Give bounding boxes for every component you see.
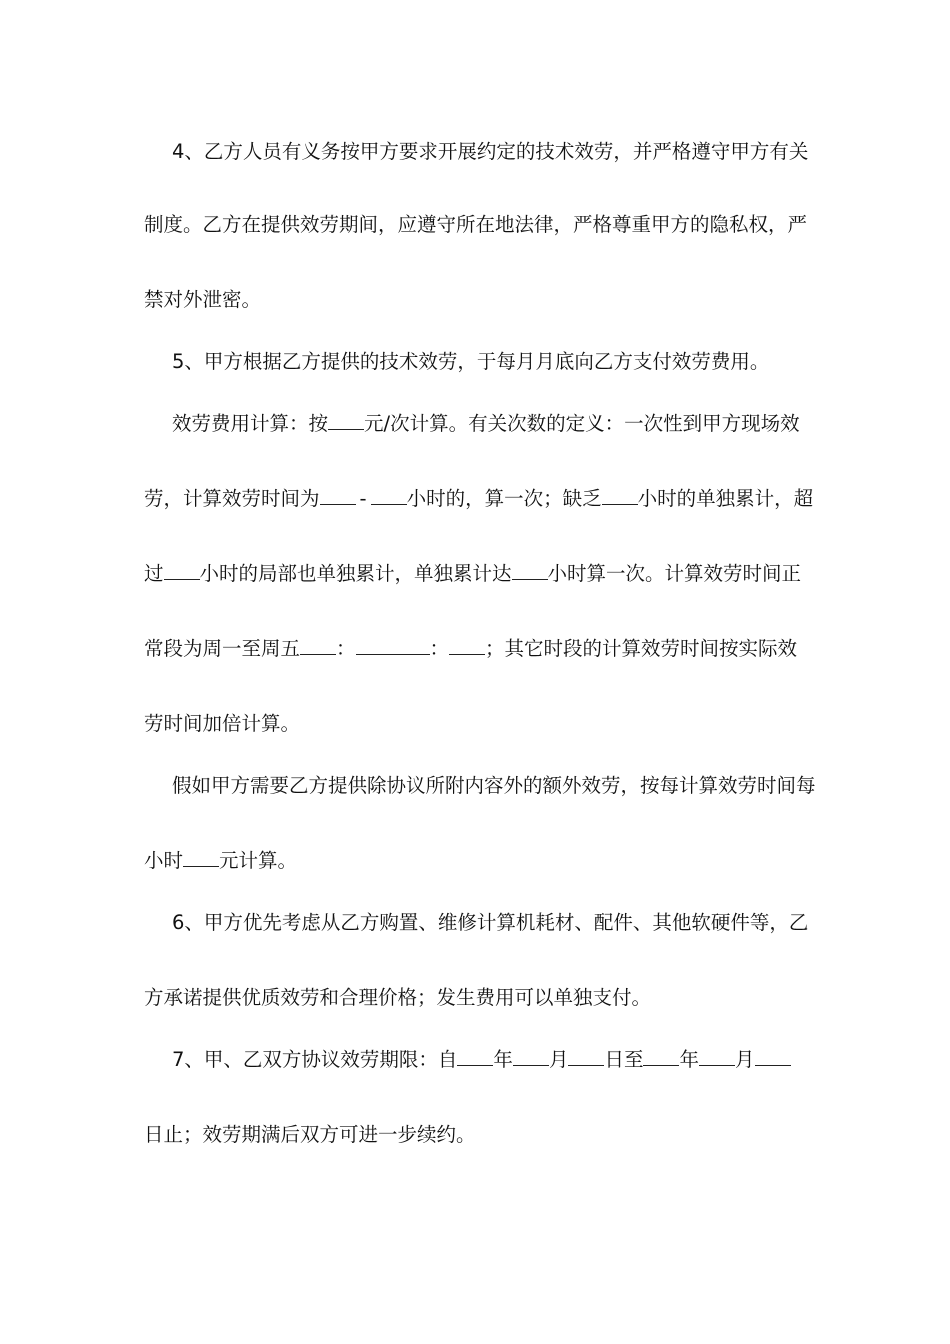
blank-field (164, 561, 200, 580)
fee-calc-line-4 (144, 635, 809, 663)
blank-field (602, 486, 638, 505)
text-segment: 过 (144, 562, 164, 585)
clause-6-line-2: 方承诺提供优质效劳和合理价格；发生费用可以单独支付。 (144, 986, 652, 1009)
text-segment: 劳，计算效劳时间为 (144, 487, 320, 510)
clause-4-line-1: 4、乙方人员有义务按甲方要求开展约定的技术效劳，并严格遵守甲方有关 (172, 140, 809, 163)
clause-5-line-1: 5、甲方根据乙方提供的技术效劳，于每月月底向乙方支付效劳费用。 (172, 350, 770, 373)
text-segment: 常段为周一至周五 (144, 637, 301, 660)
extra-service-line-2 (144, 847, 809, 875)
blank-field (371, 486, 407, 505)
text-segment: 小时的单独累计，超 (637, 487, 814, 510)
fee-calc-line-5: 劳时间加倍计算。 (144, 712, 301, 735)
blank-field (183, 848, 219, 867)
text-segment: 元计算。 (219, 849, 298, 872)
blank-field (300, 636, 336, 655)
blank-field (320, 486, 356, 505)
text-segment: ： (429, 637, 450, 660)
clause-7-line-2: 日止；效劳期满后双方可进一步续约。 (144, 1123, 476, 1146)
fee-calc-line-1 (172, 410, 837, 438)
clause-6-line-1: 6、甲方优先考虑从乙方购置、维修计算机耗材、配件、其他软硬件等，乙 (172, 911, 809, 934)
text-segment: 小时算一次。计算效劳时间正 (547, 562, 802, 585)
fee-calc-line-2 (144, 485, 814, 513)
text-segment: 小时的局部也单独累计，单独累计达 (199, 562, 512, 585)
text-segment: 元/次计算。有关次数的定义：一次性到甲方现场效 (364, 412, 800, 435)
clause-7-line-1 (172, 1046, 837, 1074)
text-segment: 日至 (604, 1048, 644, 1071)
text-segment: ；其它时段的计算效劳时间按实际效 (485, 637, 798, 660)
text-segment: 效劳费用计算：按 (172, 412, 329, 435)
blank-field (356, 636, 430, 655)
text-segment: 小时 (144, 849, 184, 872)
range-dash: - (359, 487, 367, 510)
text-segment: 小时的，算一次；缺乏 (406, 487, 602, 510)
blank-field (457, 1047, 493, 1066)
text-segment: 年 (493, 1048, 513, 1071)
clause-4-line-3: 禁对外泄密。 (144, 288, 262, 311)
text-segment: ： (336, 637, 356, 660)
blank-field (328, 411, 364, 430)
text-segment: 月 (734, 1048, 755, 1071)
blank-field (643, 1047, 679, 1066)
blank-field (449, 636, 485, 655)
blank-field (512, 561, 548, 580)
fee-calc-line-3 (144, 560, 809, 588)
text-segment: 年 (679, 1048, 699, 1071)
blank-field (755, 1047, 791, 1066)
text-segment: 月 (548, 1048, 569, 1071)
extra-service-line-1: 假如甲方需要乙方提供除协议所附内容外的额外效劳，按每计算效劳时间每 (172, 774, 816, 797)
clause-4-line-2: 制度。乙方在提供效劳期间，应遵守所在地法律，严格尊重甲方的隐私权，严 (144, 213, 808, 236)
blank-field (699, 1047, 735, 1066)
text-segment: 7、甲、乙双方协议效劳期限：自 (172, 1048, 458, 1071)
blank-field (513, 1047, 549, 1066)
blank-field (568, 1047, 604, 1066)
